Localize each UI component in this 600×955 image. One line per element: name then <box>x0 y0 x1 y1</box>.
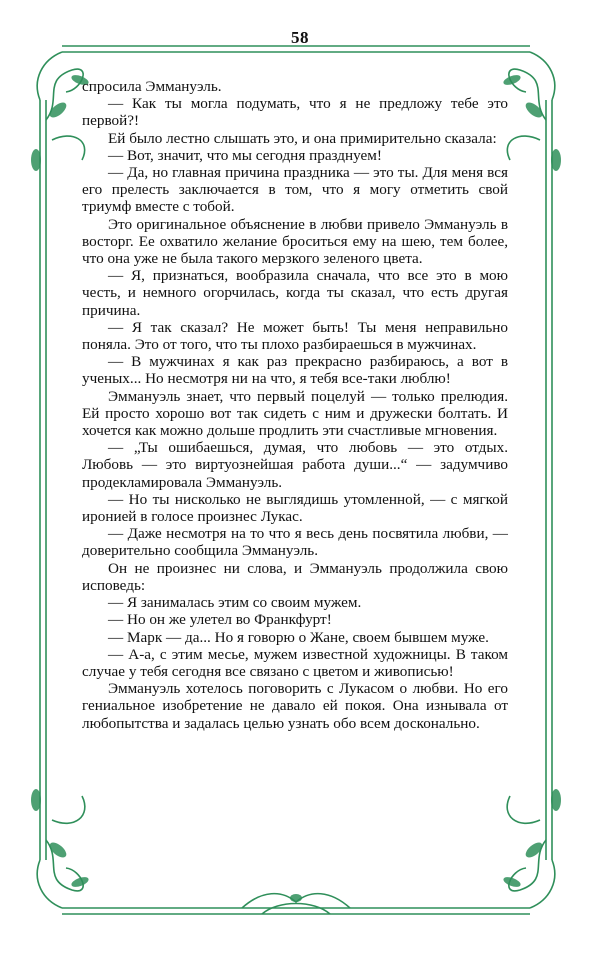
paragraph: — Но он же улетел во Франкфурт! <box>108 611 332 629</box>
paragraph: — Да, но главная причина праздника — это ты. Для меня вся его прелесть заключается в том, что я могу отметить свой триумф вместе с тобой. <box>82 164 508 216</box>
paragraph: — Я занималась этим со своим мужем. <box>108 594 362 612</box>
paragraph: — Марк — да... Но я говорю о Жане, своем бывшем муже. <box>108 628 489 646</box>
paragraph: Это оригинальное объяснение в любви привело Эммануэль в восторг. Ее охватило желание броситься ему на шею, тем более, что она уже не была такого мерзкого зеленого цвета. <box>82 215 508 268</box>
paragraph: Эммануэль знает, что первый поцелуй — только прелюдия. Ей просто хорошо вот так сидеть с ним и дружески болтать. И хочется как можно дольше продлить эти счастливые мгновения. <box>82 387 508 440</box>
paragraph: — Вот, значит, что мы сегодня празднуем! <box>108 146 382 164</box>
paragraph: — Я так сказал? Не может быть! Ты меня неправильно поняла. Это от того, что ты плохо разбираешься в мужчинах. <box>82 318 508 354</box>
page-number: 58 <box>291 28 309 47</box>
paragraph: — „Ты ошибаешься, думая, что любовь — это отдых. Любовь — это виртуознейшая работа души...“ — задумчиво продекламировала Эммануэль. <box>82 439 508 491</box>
paragraph: Эммануэль хотелось поговорить с Лукасом о любви. Но его гениальное изобретение не давало ей покоя. Она изнывала от любопытства и задалась целью узнать обо всем досконально. <box>82 680 508 732</box>
paragraph: — Даже несмотря на то что я весь день посвятила любви, — доверительно сообщила Эммануэль. <box>82 525 508 560</box>
body-text <box>82 78 508 732</box>
paragraph: — А-а, с этим месье, мужем известной художницы. В таком случае у тебя сегодня все связано с цветом и живописью! <box>82 645 508 680</box>
paragraph: Ей было лестно слышать это, и она примирительно сказала: <box>108 129 497 147</box>
paragraph: — Я, признаться, вообразила сначала, что все это в мою честь, и немного огорчилась, когда ты сказал, что есть другая причина. <box>82 267 508 319</box>
paragraph: Он не произнес ни слова, и Эммануэль продолжила свою исповедь: <box>82 559 508 594</box>
paragraph: — Как ты могла подумать, что я не предложу тебе это первой?! <box>82 95 508 130</box>
paragraph: — В мужчинах я как раз прекрасно разбираюсь, а вот в ученых... Но несмотря ни на что, я тебя все-таки люблю! <box>82 353 508 388</box>
paragraph: — Но ты нисколько не выглядишь утомленной, — с мягкой иронией в голосе произнес Лукас. <box>82 490 508 526</box>
paragraph: спросила Эммануэль. <box>82 78 222 95</box>
